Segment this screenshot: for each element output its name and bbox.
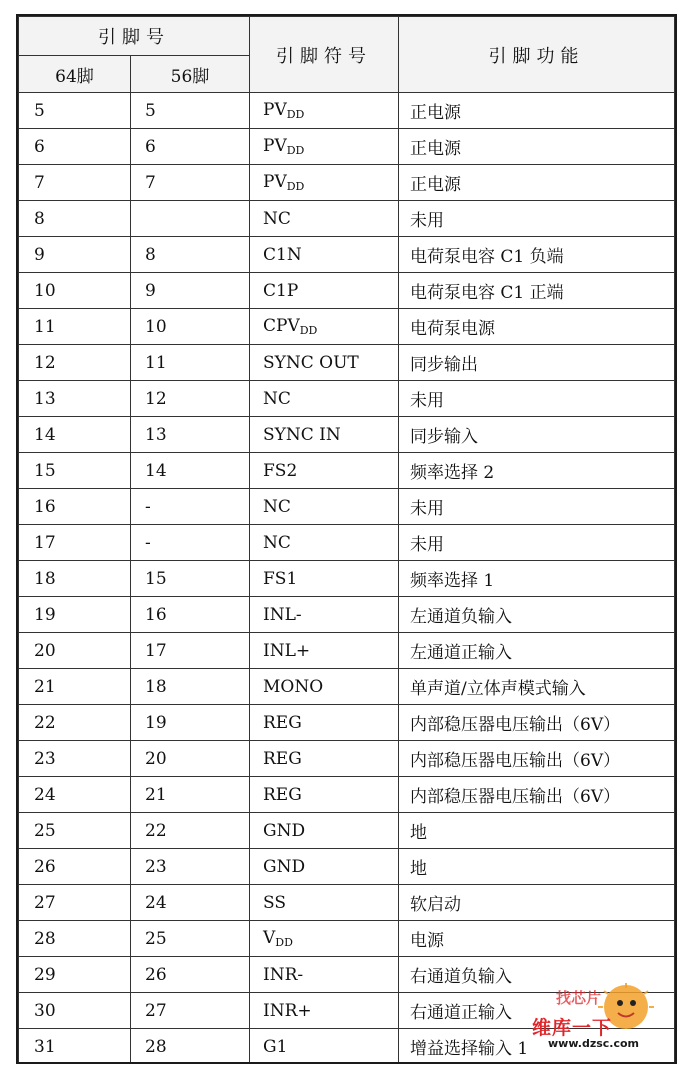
pin-64: 8 — [19, 201, 131, 237]
pin-64: 19 — [19, 597, 131, 633]
pin-function: 左通道正输入 — [399, 633, 675, 669]
pin-56: 15 — [131, 561, 250, 597]
pin-64: 29 — [19, 957, 131, 993]
pin-symbol-text: NC — [263, 388, 291, 409]
pin-symbol — [250, 273, 399, 309]
pin-symbol — [250, 129, 399, 165]
pin-function: 未用 — [399, 201, 675, 237]
pin-56: 22 — [131, 813, 250, 849]
pin-symbol-subscript: DD — [299, 324, 318, 337]
table-header — [19, 17, 675, 93]
table-row — [19, 237, 675, 273]
table-body — [19, 93, 675, 1065]
pin-symbol-text: REG — [263, 712, 302, 733]
pin-64: 6 — [19, 129, 131, 165]
pin-64: 31 — [19, 1029, 131, 1065]
pin-64: 24 — [19, 777, 131, 813]
table-row — [19, 633, 675, 669]
pin-64: 17 — [19, 525, 131, 561]
pin-64: 5 — [19, 93, 131, 129]
pin-function: 未用 — [399, 489, 675, 525]
pin-64: 28 — [19, 921, 131, 957]
table-row — [19, 561, 675, 597]
table-row — [19, 525, 675, 561]
pin-function: 电荷泵电容 C1 负端 — [399, 237, 675, 273]
pin-symbol — [250, 381, 399, 417]
watermark-url: www.dzsc.com — [548, 1037, 640, 1050]
table-row — [19, 273, 675, 309]
header-pin-function: 引脚功能 — [399, 17, 675, 93]
pin-symbol-text: PV — [263, 100, 287, 120]
pin-64: 23 — [19, 741, 131, 777]
pin-56: 17 — [131, 633, 250, 669]
table-row — [19, 489, 675, 525]
pin-56: 26 — [131, 957, 250, 993]
pin-symbol-text: C1N — [263, 244, 302, 265]
pin-symbol — [250, 633, 399, 669]
pin-symbol — [250, 165, 399, 201]
pin-symbol — [250, 597, 399, 633]
pin-symbol-text: SYNC IN — [263, 424, 341, 445]
pin-64: 21 — [19, 669, 131, 705]
pin-56: 19 — [131, 705, 250, 741]
pin-56: 9 — [131, 273, 250, 309]
table-row — [19, 129, 675, 165]
watermark-logo-text: 找芯片 — [556, 989, 602, 1007]
pin-function-table — [18, 16, 675, 1064]
pin-function: 电荷泵电源 — [399, 309, 675, 345]
pin-symbol — [250, 345, 399, 381]
pin-function: 右通道负输入 — [399, 957, 675, 993]
pin-64: 12 — [19, 345, 131, 381]
pin-56: 25 — [131, 921, 250, 957]
pin-64: 15 — [19, 453, 131, 489]
pin-64: 16 — [19, 489, 131, 525]
pin-symbol — [250, 561, 399, 597]
table-row — [19, 453, 675, 489]
header-56-pin: 56脚 — [131, 56, 250, 93]
pin-symbol — [250, 309, 399, 345]
header-64-pin: 64脚 — [19, 56, 131, 93]
pin-56 — [131, 201, 250, 237]
pin-function: 未用 — [399, 381, 675, 417]
pin-56: 27 — [131, 993, 250, 1029]
table-row — [19, 921, 675, 957]
pin-symbol — [250, 885, 399, 921]
pin-symbol — [250, 957, 399, 993]
pin-function: 未用 — [399, 525, 675, 561]
pin-symbol-subscript: DD — [286, 144, 305, 157]
pin-function: 内部稳压器电压输出（6V） — [399, 741, 675, 777]
pin-function: 增益选择输入 1 — [399, 1029, 675, 1065]
pin-function: 正电源 — [399, 129, 675, 165]
pin-symbol — [250, 849, 399, 885]
pin-symbol-text: SS — [263, 892, 286, 913]
pin-56: 7 — [131, 165, 250, 201]
table-row — [19, 381, 675, 417]
pin-symbol — [250, 1029, 399, 1065]
pin-symbol-text: INL- — [263, 604, 302, 625]
pin-symbol-text: REG — [263, 748, 302, 769]
pin-64: 9 — [19, 237, 131, 273]
table-row — [19, 417, 675, 453]
pin-64: 7 — [19, 165, 131, 201]
watermark-brand-text: 维库一下 — [532, 1017, 613, 1039]
pin-function: 频率选择 1 — [399, 561, 675, 597]
pin-function: 地 — [399, 813, 675, 849]
pin-64: 11 — [19, 309, 131, 345]
pin-56: 21 — [131, 777, 250, 813]
pin-64: 18 — [19, 561, 131, 597]
pin-function: 内部稳压器电压输出（6V） — [399, 705, 675, 741]
pin-symbol — [250, 525, 399, 561]
pin-function: 正电源 — [399, 165, 675, 201]
pin-56: 12 — [131, 381, 250, 417]
pin-64: 27 — [19, 885, 131, 921]
pin-64: 10 — [19, 273, 131, 309]
pin-symbol-text: INL+ — [263, 640, 311, 661]
pin-function: 内部稳压器电压输出（6V） — [399, 777, 675, 813]
table-row — [19, 597, 675, 633]
pin-64: 22 — [19, 705, 131, 741]
pin-function: 左通道负输入 — [399, 597, 675, 633]
pin-symbol — [250, 921, 399, 957]
pin-table-sheet — [16, 14, 677, 1064]
pin-56: 6 — [131, 129, 250, 165]
table-row — [19, 777, 675, 813]
pin-56: - — [131, 489, 250, 525]
pin-function: 同步输出 — [399, 345, 675, 381]
pin-symbol — [250, 417, 399, 453]
table-row — [19, 165, 675, 201]
table-row — [19, 201, 675, 237]
pin-symbol-text: GND — [263, 856, 306, 877]
header-pin-symbol: 引脚符号 — [250, 17, 399, 93]
pin-64: 25 — [19, 813, 131, 849]
pin-symbol — [250, 993, 399, 1029]
pin-symbol — [250, 741, 399, 777]
pin-56: 8 — [131, 237, 250, 273]
pin-symbol-text: G1 — [263, 1036, 288, 1057]
pin-56: 5 — [131, 93, 250, 129]
pin-function: 频率选择 2 — [399, 453, 675, 489]
pin-56: 20 — [131, 741, 250, 777]
pin-56: 28 — [131, 1029, 250, 1065]
pin-symbol — [250, 489, 399, 525]
pin-symbol-text: INR- — [263, 964, 304, 985]
pin-symbol-text: SYNC OUT — [263, 352, 359, 373]
pin-56: 16 — [131, 597, 250, 633]
table-row — [19, 741, 675, 777]
pin-64: 30 — [19, 993, 131, 1029]
pin-symbol-text: C1P — [263, 280, 299, 301]
header-pin-number: 引脚号 — [19, 17, 250, 56]
pin-56: 11 — [131, 345, 250, 381]
pin-function: 电源 — [399, 921, 675, 957]
watermark — [528, 983, 678, 1059]
table-row — [19, 813, 675, 849]
pin-symbol — [250, 705, 399, 741]
pin-function: 同步输入 — [399, 417, 675, 453]
pin-function: 右通道正输入 — [399, 993, 675, 1029]
pin-64: 20 — [19, 633, 131, 669]
pin-64: 14 — [19, 417, 131, 453]
pin-symbol-text: NC — [263, 496, 291, 517]
pin-symbol — [250, 453, 399, 489]
pin-56: 24 — [131, 885, 250, 921]
table-row — [19, 849, 675, 885]
pin-symbol-subscript: DD — [286, 108, 305, 121]
pin-function: 正电源 — [399, 93, 675, 129]
pin-function: 软启动 — [399, 885, 675, 921]
pin-56: 18 — [131, 669, 250, 705]
pin-symbol-text: INR+ — [263, 1000, 312, 1021]
pin-symbol — [250, 669, 399, 705]
pin-symbol-text: GND — [263, 820, 306, 841]
pin-symbol-subscript: DD — [275, 936, 293, 949]
pin-symbol-text: FS1 — [263, 568, 298, 589]
pin-56: 10 — [131, 309, 250, 345]
table-row — [19, 309, 675, 345]
pin-symbol-text: FS2 — [263, 460, 298, 481]
pin-function: 电荷泵电容 C1 正端 — [399, 273, 675, 309]
table-row — [19, 669, 675, 705]
pin-symbol-text: NC — [263, 208, 291, 229]
pin-56: 14 — [131, 453, 250, 489]
pin-56: 23 — [131, 849, 250, 885]
pin-function: 地 — [399, 849, 675, 885]
pin-symbol-text: PV — [263, 172, 287, 192]
pin-symbol-text: REG — [263, 784, 302, 805]
pin-symbol — [250, 777, 399, 813]
pin-symbol-text: V — [263, 928, 276, 948]
pin-symbol-text: CPV — [263, 316, 300, 336]
pin-symbol-subscript: DD — [286, 180, 305, 193]
table-row — [19, 345, 675, 381]
pin-function: 单声道/立体声模式输入 — [399, 669, 675, 705]
table-row — [19, 93, 675, 129]
pin-symbol — [250, 237, 399, 273]
pin-symbol-text: NC — [263, 532, 291, 553]
pin-64: 13 — [19, 381, 131, 417]
table-row — [19, 705, 675, 741]
pin-64: 26 — [19, 849, 131, 885]
pin-symbol — [250, 201, 399, 237]
pin-56: - — [131, 525, 250, 561]
table-row — [19, 885, 675, 921]
pin-symbol — [250, 93, 399, 129]
pin-symbol-text: PV — [263, 136, 287, 156]
pin-symbol-text: MONO — [263, 676, 324, 697]
pin-56: 13 — [131, 417, 250, 453]
pin-symbol — [250, 813, 399, 849]
